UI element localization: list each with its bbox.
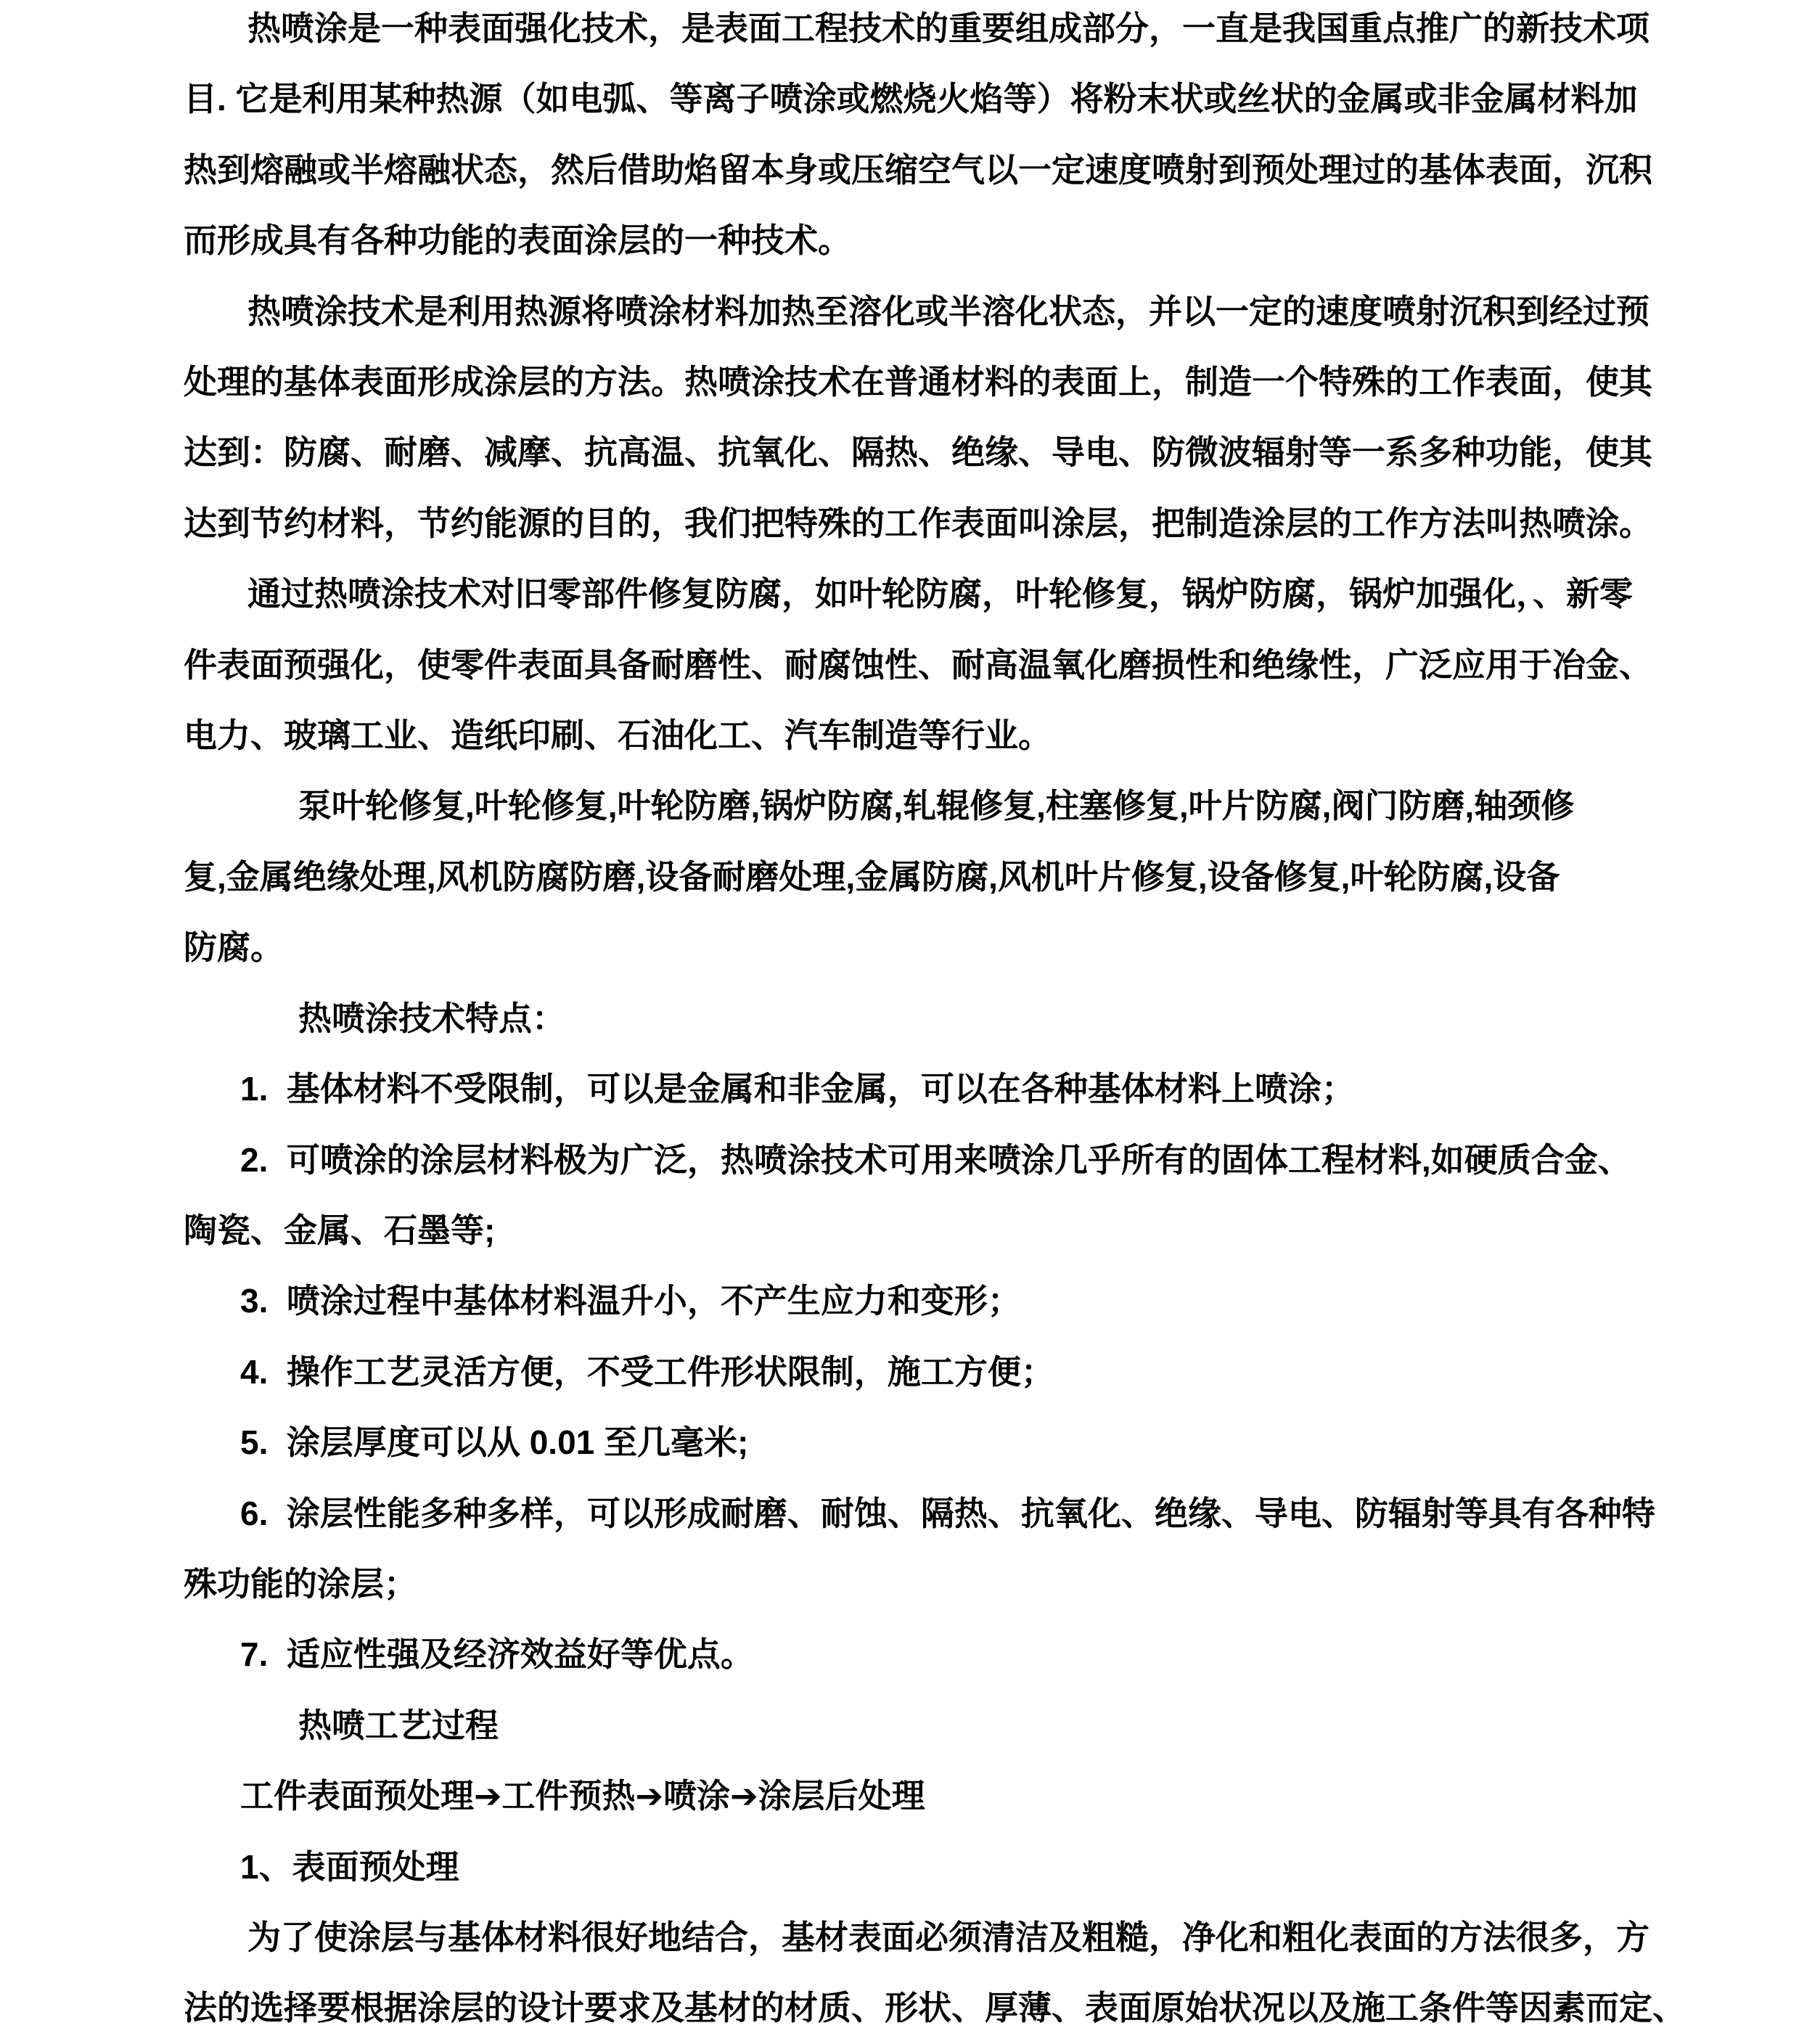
text-line: 5. 涂层厚度可以从 0.01 至几毫米; bbox=[240, 1423, 749, 1462]
text-line: 6. 涂层性能多种多样，可以形成耐磨、耐蚀、隔热、抗氧化、绝缘、导电、防辐射等具有各种特 bbox=[240, 1494, 1655, 1532]
text-line: 达到：防腐、耐磨、减摩、抗高温、抗氧化、隔热、绝缘、导电、防微波辐射等一系多种功能，使其 bbox=[184, 433, 1652, 472]
text-line: 件表面预强化，使零件表面具备耐磨性、耐腐蚀性、耐高温氧化磨损性和绝缘性，广泛应用于冶金、 bbox=[184, 645, 1652, 684]
text-line: 泵叶轮修复,叶轮修复,叶轮防磨,锅炉防腐,轧辊修复,柱塞修复,叶片防腐,阀门防磨,轴颈修 bbox=[298, 787, 1575, 825]
text-line: 7. 适应性强及经济效益好等优点。 bbox=[240, 1635, 754, 1674]
text-line: 工件表面预处理➔工件预热➔喷涂➔涂层后处理 bbox=[240, 1777, 925, 1815]
text-line: 1. 基体材料不受限制，可以是金属和非金属，可以在各种基体材料上喷涂； bbox=[240, 1070, 1355, 1108]
text-line: 3. 喷涂过程中基体材料温升小，不产生应力和变形； bbox=[240, 1282, 1021, 1320]
text-line: 殊功能的涂层； bbox=[184, 1564, 417, 1603]
text-line: 防腐。 bbox=[184, 928, 284, 967]
text-line: 达到节约材料，节约能源的目的，我们把特殊的工作表面叫涂层，把制造涂层的工作方法叫热喷涂。 bbox=[184, 504, 1652, 542]
text-line: 为了使涂层与基体材料很好地结合，基材表面必须清洁及粗糙，净化和粗化表面的方法很多，方 bbox=[247, 1918, 1650, 1956]
text-line: 而形成具有各种功能的表面涂层的一种技术。 bbox=[184, 221, 851, 260]
text-line: 热到熔融或半熔融状态，然后借助焰留本身或压缩空气以一定速度喷射到预处理过的基体表面，沉积 bbox=[184, 150, 1652, 189]
text-line: 1、表面预处理 bbox=[240, 1847, 459, 1886]
text-line: 4. 操作工艺灵活方便，不受工件形状限制，施工方便； bbox=[240, 1352, 1054, 1391]
text-line: 法的选择要根据涂层的设计要求及基材的材质、形状、厚薄、表面原始状况以及施工条件等因素而定、 bbox=[184, 1989, 1686, 2027]
text-line: 处理的基体表面形成涂层的方法。热喷涂技术在普通材料的表面上，制造一个特殊的工作表面，使其 bbox=[184, 363, 1652, 401]
text-line: 复,金属绝缘处理,风机防腐防磨,设备耐磨处理,金属防腐,风机叶片修复,设备修复,叶轮防腐,设备 bbox=[184, 857, 1560, 896]
text-line: 热喷涂技术是利用热源将喷涂材料加热至溶化或半溶化状态，并以一定的速度喷射沉积到经过预 bbox=[247, 292, 1650, 330]
text-line: 陶瓷、金属、石墨等; bbox=[184, 1211, 496, 1249]
text-line: 目. 它是利用某种热源（如电弧、等离子喷涂或燃烧火焰等）将粉末状或丝状的金属或非金属材料加 bbox=[184, 80, 1638, 118]
text-line: 热喷涂是一种表面强化技术，是表面工程技术的重要组成部分，一直是我国重点推广的新技术项 bbox=[247, 9, 1650, 47]
text-line: 通过热喷涂技术对旧零部件修复防腐，如叶轮防腐，叶轮修复，锅炉防腐，锅炉加强化，、新零 bbox=[247, 575, 1633, 613]
text-line: 热喷工艺过程 bbox=[298, 1706, 499, 1744]
text-line: 热喷涂技术特点： bbox=[298, 999, 565, 1037]
text-line: 2. 可喷涂的涂层材料极为广泛，热喷涂技术可用来喷涂几乎所有的固体工程材料,如硬质合金、 bbox=[240, 1140, 1631, 1179]
text-line: 电力、玻璃工业、造纸印刷、石油化工、汽车制造等行业。 bbox=[184, 716, 1052, 755]
